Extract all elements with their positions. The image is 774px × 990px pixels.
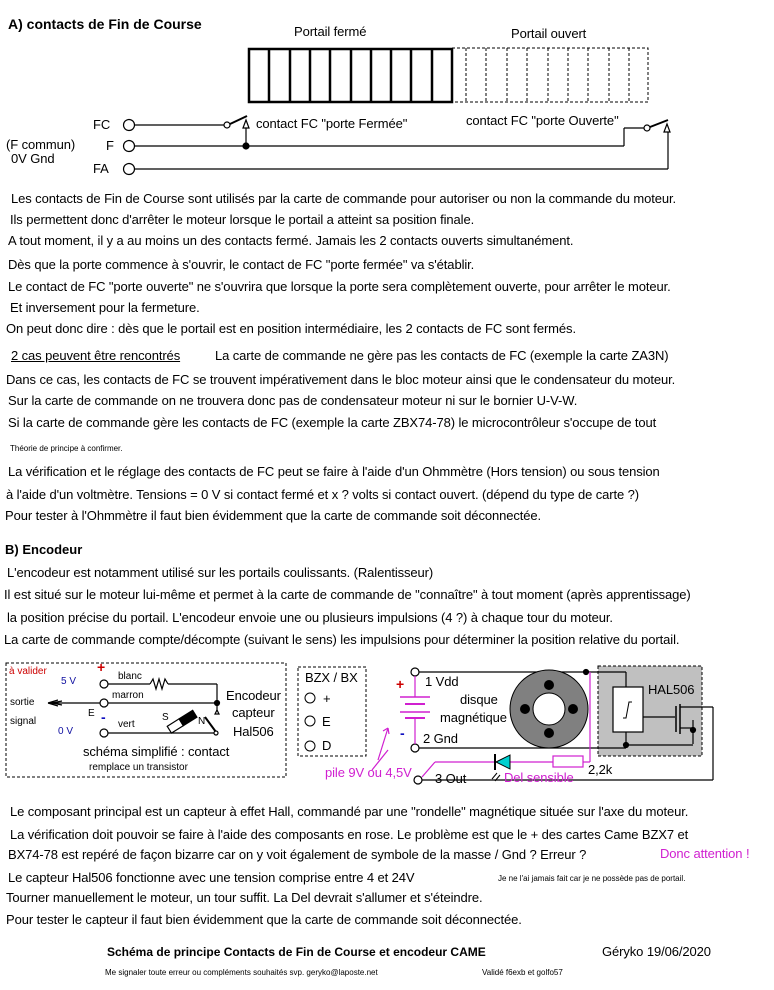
wire-green-label: vert [118, 719, 135, 730]
bzx-plus: + [323, 691, 331, 706]
disk-label-2: magnétique [440, 710, 507, 725]
s-label: S [162, 712, 169, 723]
encoder-label-2: capteur [232, 705, 275, 720]
paragraph: Il est situé sur le moteur lui-même et permet à la carte de commande de "connaître" à tout moment (après apprentissage) [4, 587, 691, 602]
paragraph: On peut donc dire : dès que le portail est en position intermédiaire, les 2 contacts de FC sont fermés. [6, 321, 576, 336]
common-label: (F commun) [6, 137, 76, 152]
paragraph: Dès que la porte commence à s'ouvrir, le contact de FC "porte fermée" va s'établir. [8, 257, 475, 272]
terminal-fa: FA [93, 161, 109, 176]
wire-white-label: blanc [118, 671, 142, 682]
paragraph: L'encodeur est notamment utilisé sur les portails coulissants. (Ralentisseur) [7, 565, 434, 580]
out-label: sortie [10, 697, 35, 708]
footer-title: Schéma de principe Contacts de Fin de Course et encodeur CAME [107, 945, 486, 959]
voltage-line: Le capteur Hal506 fonctionne avec une tension comprise entre 4 et 24V [8, 870, 415, 885]
wire-brown-label: marron [112, 690, 144, 701]
v0-label: 0 V [58, 726, 74, 737]
paragraph: Le contact de FC "porte ouverte" ne s'ouvrira que lorsque la porte sera complètement ouverte, pour arrêter le moteur. [8, 279, 671, 294]
paragraph: La carte de commande compte/décompte (suivant le sens) les impulsions pour déterminer la position relative du portail. [4, 632, 680, 647]
paragraph: à l'aide d'un voltmètre. Tensions = 0 V si contact fermé et x ? volts si contact ouvert. (dépend du type de carte ?) [6, 487, 639, 502]
section-a-title: A) contacts de Fin de Course [8, 16, 202, 32]
terminal-fc: FC [93, 117, 111, 132]
disk-label-1: disque [460, 692, 498, 707]
minus-icon: - [101, 709, 106, 725]
led-label: Del sensible [504, 770, 574, 785]
cases-heading: 2 cas peuvent être rencontrés [11, 348, 181, 363]
footer-contact: Me signaler toute erreur ou compléments souhaités svp. geryko@laposte.net [105, 968, 378, 977]
battery-plus: + [396, 676, 405, 692]
v5-label: 5 V [61, 676, 77, 687]
paragraph: Si la carte de commande gère les contacts de FC (exemple la carte ZBX74-78) le microcontrôleur s'occupe de tout [8, 415, 657, 430]
pin2-label: 2 Gnd [423, 731, 458, 746]
paragraph: BX74-78 est repéré de façon bizarre car on y voit également de symbole de la masse / Gnd ? Erreur ? [8, 847, 587, 862]
bzx-title: BZX / BX [305, 670, 358, 685]
e-label: E [88, 708, 95, 719]
paragraph: Pour tester à l'Ohmmètre il faut bien évidemment que la carte de commande soit déconnectée. [5, 508, 542, 523]
theory-note: Théorie de principe à confirmer. [10, 444, 123, 453]
to-validate-label: à valider [9, 666, 47, 677]
bzx-d: D [322, 738, 332, 753]
battery-label: pile 9V ou 4,5V [325, 765, 412, 780]
cases-line: La carte de commande ne gère pas les contacts de FC (exemple la carte ZA3N) [215, 348, 669, 363]
encoder-label-3: Hal506 [233, 724, 274, 739]
paragraph: Sur la carte de commande on ne trouvera donc pas de condensateur moteur ni sur le bornier U-V-W. [8, 393, 578, 408]
contact-closed-label: contact FC "porte Fermée" [256, 116, 408, 131]
terminal-f: F [106, 138, 114, 153]
encoder-label-1: Encodeur [226, 688, 281, 703]
attention-note: Donc attention ! [660, 846, 750, 861]
n-label: N [198, 716, 206, 727]
paragraph: Les contacts de Fin de Course sont utilisés par la carte de commande pour autoriser ou non la commande du moteur. [11, 191, 677, 206]
gate-open-label: Portail ouvert [511, 26, 587, 41]
contact-open-label: contact FC "porte Ouverte" [466, 113, 619, 128]
paragraph: Dans ce cas, les contacts de FC se trouvent impérativement dans le bloc moteur ainsi que le condensateur du moteur. [6, 372, 676, 387]
bzx-e: E [322, 714, 331, 729]
paragraph: Pour tester le capteur il faut bien évidemment que la carte de commande soit déconnectée. [6, 912, 522, 927]
never-done-note: Je ne l'ai jamais fait car je ne possède pas de portail. [498, 874, 686, 883]
simplified-caption-2: remplace un transistor [89, 762, 188, 773]
footer-author-date: Géryko 19/06/2020 [602, 944, 711, 959]
plus-icon: + [97, 659, 106, 675]
simplified-caption: schéma simplifié : contact [83, 744, 230, 759]
gate-closed-label: Portail fermé [294, 24, 367, 39]
gate-open [452, 48, 648, 102]
gate-closed [249, 49, 452, 102]
footer-validated: Validé f6exb et golfo57 [482, 968, 563, 977]
gnd-label: 0V Gnd [11, 151, 55, 166]
pin3-label: 3 Out [435, 771, 467, 786]
paragraph: Tourner manuellement le moteur, un tour suffit. La Del devrait s'allumer et s'éteindre. [6, 890, 483, 905]
paragraph: La vérification doit pouvoir se faire à l'aide des composants en rose. Le problème est que le + des cartes Came BZX7 et [10, 827, 689, 842]
chip-label: HAL506 [648, 682, 695, 697]
paragraph: Et inversement pour la fermeture. [10, 300, 200, 315]
resistor-label: 2,2k [588, 762, 613, 777]
paragraph: Ils permettent donc d'arrêter le moteur lorsque le portail a atteint sa position finale. [10, 212, 475, 227]
signal-label: signal [10, 716, 37, 727]
paragraph: La vérification et le réglage des contacts de FC peut se faire à l'aide d'un Ohmmètre (Hors tension) ou sous tension [8, 464, 660, 479]
battery-minus: - [400, 725, 405, 741]
magnetic-disk-icon [510, 670, 588, 748]
paragraph: Le composant principal est un capteur à effet Hall, commandé par une "rondelle" magnétique située sur l'axe du moteur. [10, 804, 689, 819]
simplified-box [6, 663, 286, 777]
pin1-label: 1 Vdd [425, 674, 459, 689]
paragraph: A tout moment, il y a au moins un des contacts fermé. Jamais les 2 contacts ouverts simultanément. [8, 233, 574, 248]
paragraph: la position précise du portail. L'encodeur envoie une ou plusieurs impulsions (4 ?) à chaque tour du moteur. [7, 610, 613, 625]
section-b-title: B) Encodeur [5, 542, 83, 557]
